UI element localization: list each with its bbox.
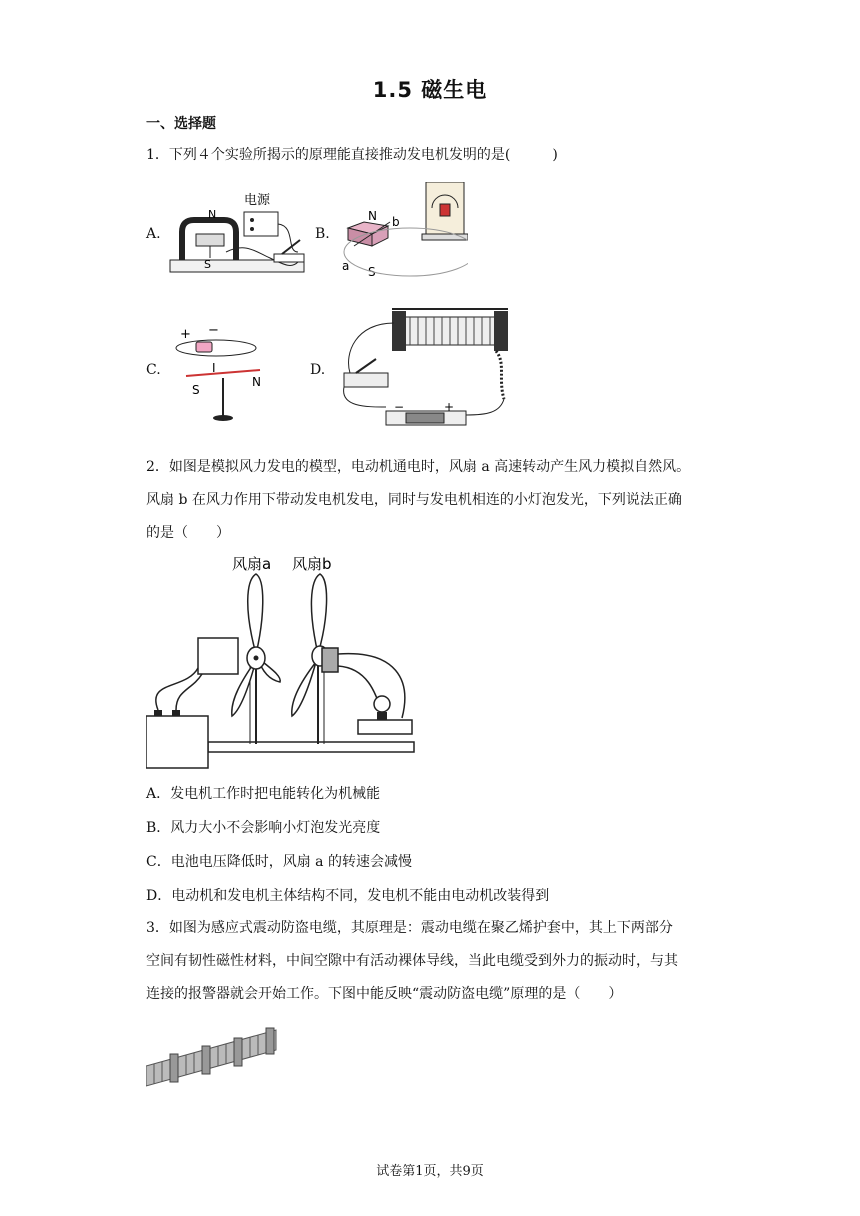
magnet-s-label: S (368, 265, 376, 279)
option-d-label: D. (310, 362, 326, 378)
question-2-option-b: B．风力大小不会影响小灯泡发光亮度 (146, 820, 381, 836)
question-3-line-1: 3．如图为感应式震动防盗电缆，其原理是：震动电缆在聚乙烯护套中，其上下两部分 (146, 920, 673, 936)
fan-b-label: 风扇b (292, 555, 332, 573)
needle-n-label: N (252, 375, 261, 389)
option-b-label: B. (315, 226, 330, 242)
page-footer: 试卷第1页，共9页 (376, 1164, 484, 1179)
question-2-line-3: 的是（ ） (146, 525, 230, 541)
figure-wind-power-model (146, 550, 418, 772)
figure-electromagnet-circuit (166, 182, 316, 282)
needle-s-label: S (192, 383, 200, 397)
battery-plus-label: + (444, 400, 455, 414)
current-i-label: I (212, 361, 216, 375)
question-2-line-2: 风扇 b 在风力作用下带动发电机发电，同时与发电机相连的小灯泡发光，下列说法正确 (146, 492, 682, 508)
option-c-label: C. (146, 362, 161, 378)
power-source-label: 电源 (244, 193, 271, 208)
option-a-label: A. (146, 226, 161, 242)
question-3-line-3: 连接的报警器就会开始工作。下图中能反映“震动防盗电缆”原理的是（ ） (146, 986, 623, 1002)
question-2-option-d: D．电动机和发电机主体结构不同，发电机不能由电动机改装得到 (146, 888, 550, 904)
fan-a-label: 风扇a (232, 555, 272, 573)
figure-sliding-rheostat-circuit (336, 303, 526, 433)
figure-galvanometer-circuit (338, 182, 468, 282)
battery-minus-label: − (208, 323, 219, 338)
question-2-option-a: A．发电机工作时把电能转化为机械能 (146, 786, 381, 802)
magnet-n-label: N (208, 208, 217, 221)
question-1-stem: 1．下列４个实验所揭示的原理能直接推动发电机发明的是( ) (146, 147, 558, 163)
battery-minus-label: − (394, 400, 405, 414)
question-3-line-2: 空间有韧性磁性材料，中间空隙中有活动裸体导线，当此电缆受到外力的振动时，与其 (146, 953, 678, 969)
figure-oersted-experiment (168, 318, 278, 426)
question-2-line-1: 2．如图是模拟风力发电的模型，电动机通电时，风扇 a 高速转动产生风力模拟自然风。 (146, 459, 691, 475)
wire-a-label: a (342, 259, 350, 273)
figure-fence-cable (146, 1020, 280, 1092)
battery-plus-label: + (180, 327, 191, 342)
section-heading: 一、选择题 (146, 116, 216, 132)
magnet-n-label: N (368, 209, 377, 223)
page-title: 1.5 磁生电 (372, 78, 488, 102)
wire-b-label: b (392, 215, 400, 229)
magnet-s-label: S (204, 258, 211, 271)
question-2-option-c: C．电池电压降低时，风扇 a 的转速会减慢 (146, 854, 412, 870)
